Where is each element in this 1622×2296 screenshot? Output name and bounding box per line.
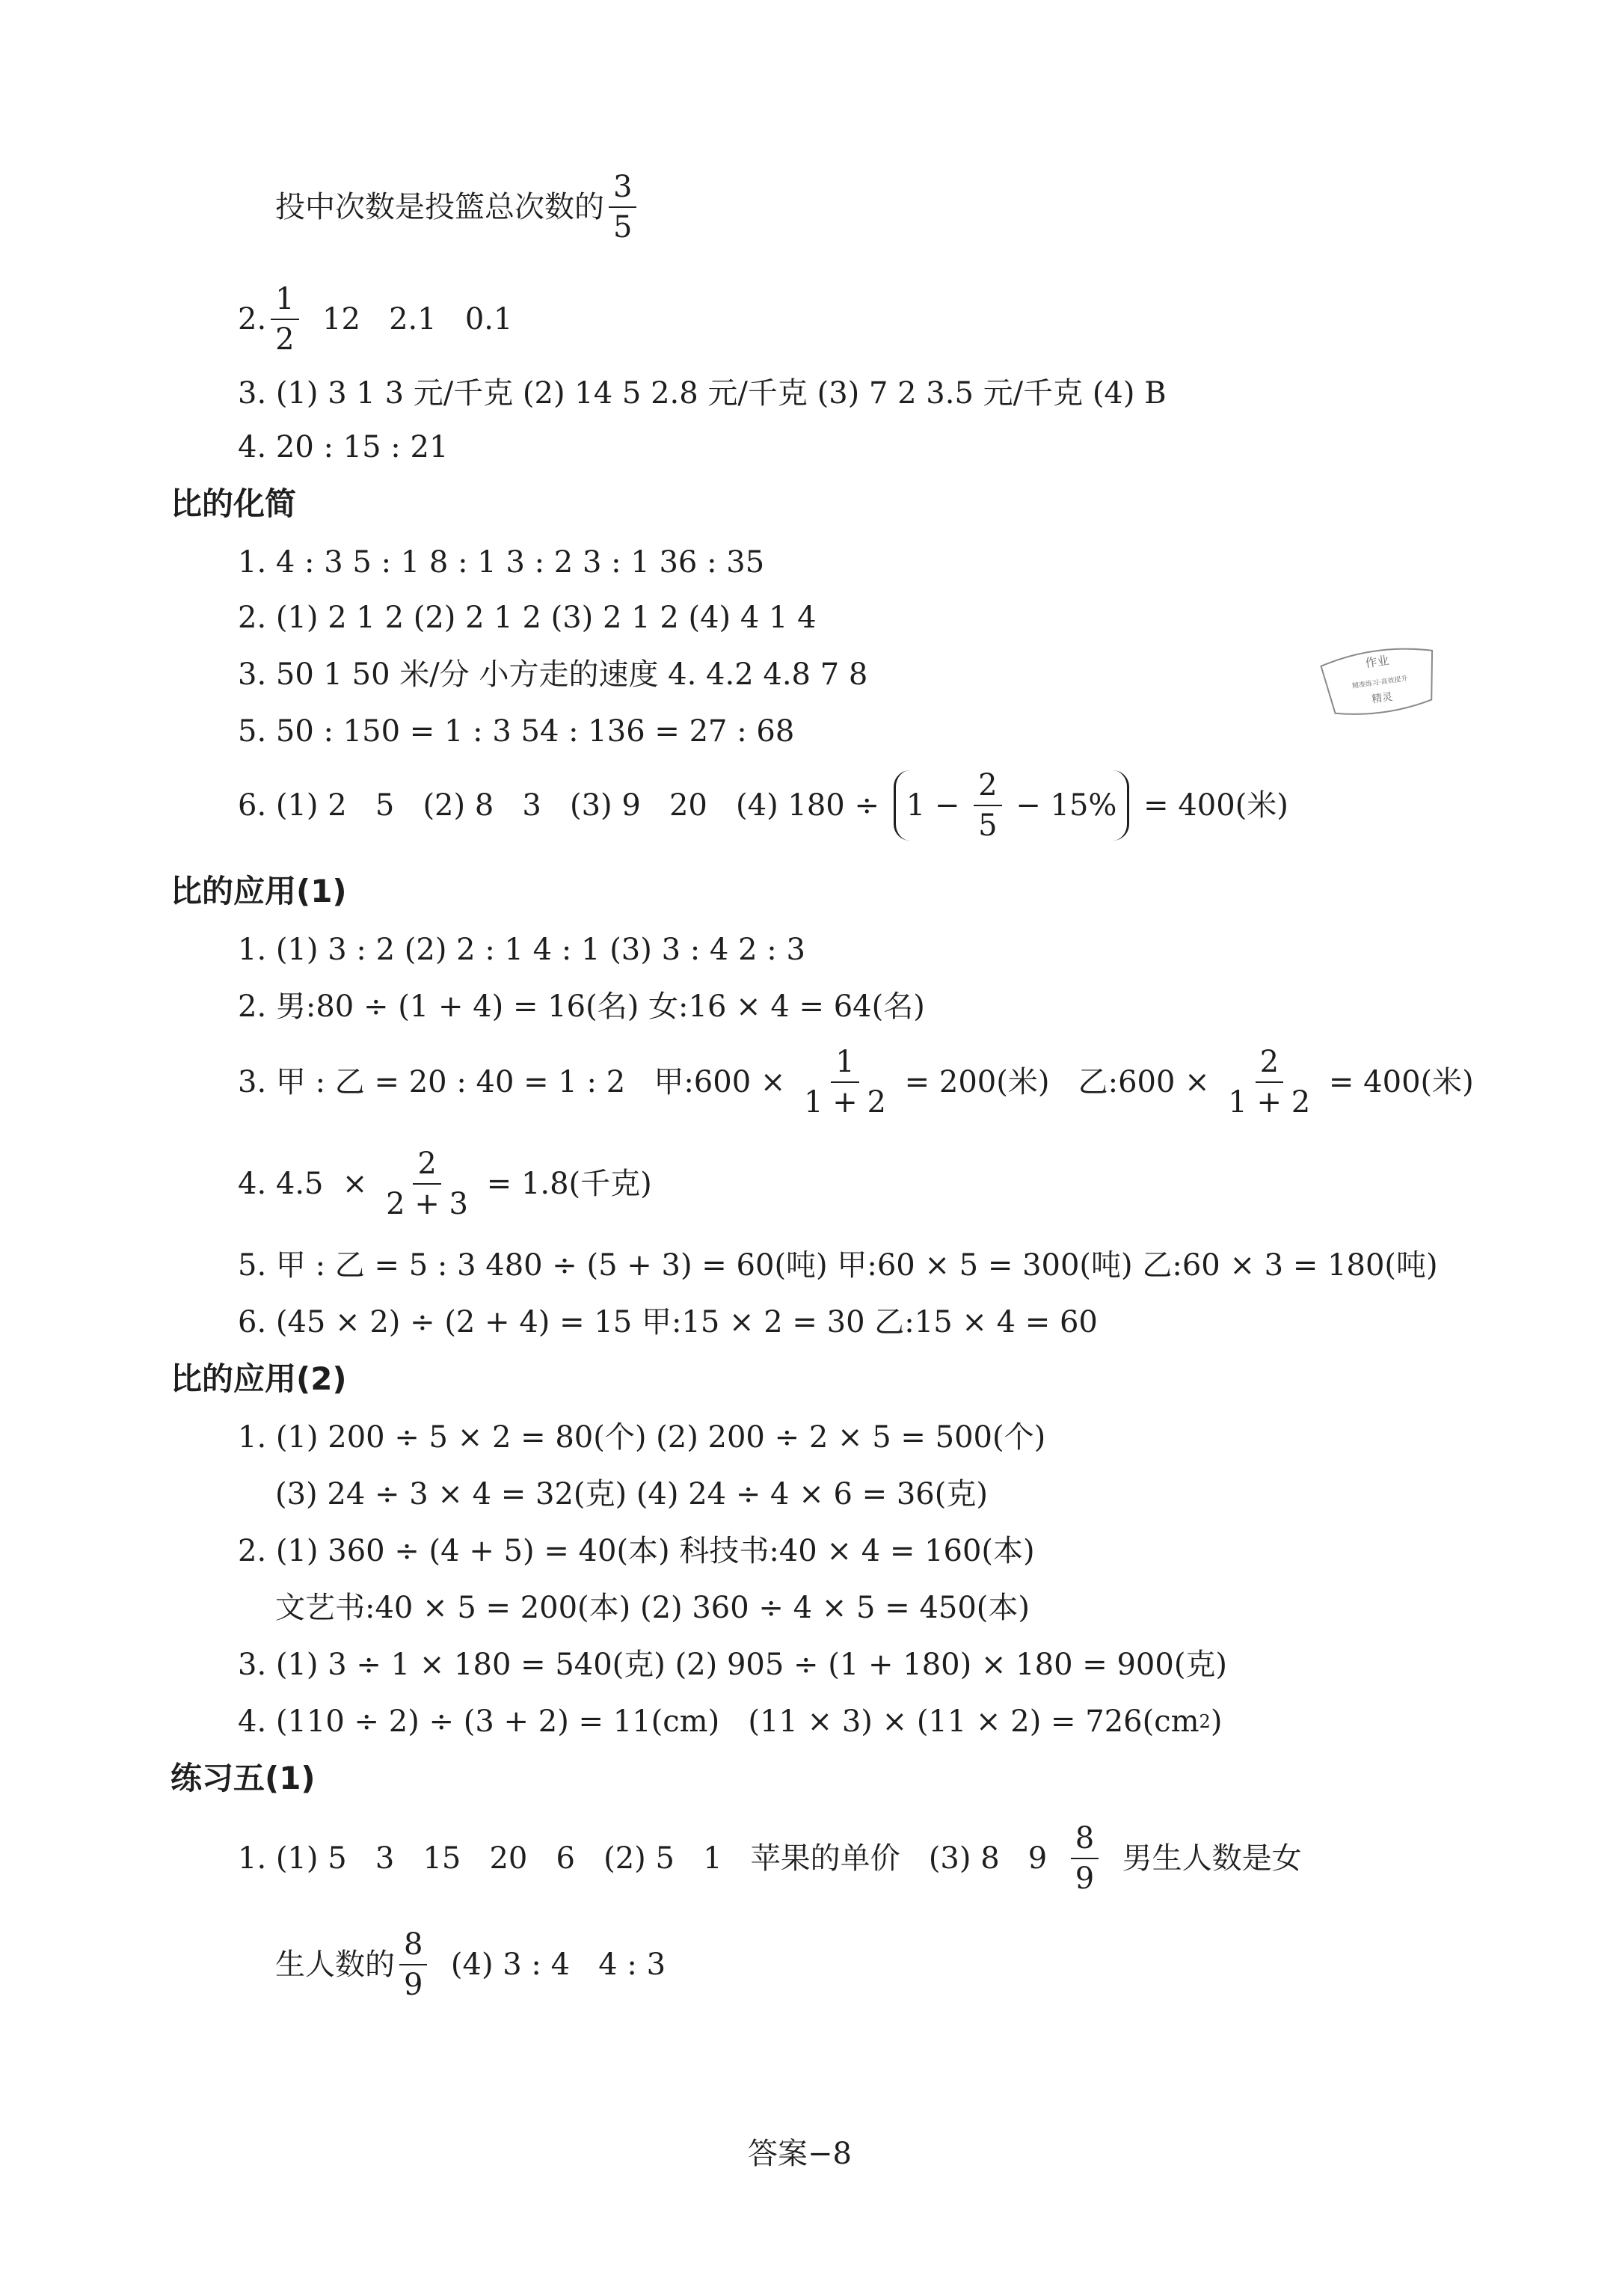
numerator: 1: [831, 1047, 858, 1083]
fraction: [1223, 1045, 1315, 1120]
fraction: [974, 770, 1001, 841]
answer-line-2: [238, 282, 513, 357]
answer-line-fraction: [275, 170, 641, 245]
denominator: 1 + 2: [804, 1085, 886, 1120]
fraction: [399, 1927, 427, 2002]
answer-text: 6. (1) 2 5 (2) 8 3 (3) 9 20 (4) 180 ÷: [238, 788, 889, 823]
stamp-text: 精灵: [1371, 690, 1394, 706]
answer-line-4: [238, 1702, 1222, 1741]
answer-line: 1. (1) 200 ÷ 5 × 2 = 80(个) (2) 200 ÷ 2 × 5 = 500(个): [238, 1420, 1046, 1455]
answer-line: (3) 24 ÷ 3 × 4 = 32(克) (4) 24 ÷ 4 × 6 = 36(克): [275, 1477, 988, 1511]
section-heading-simplify-ratio: 比的化简: [171, 485, 297, 522]
answer-line: 5. 50 : 150 = 1 : 3 54 : 136 = 27 : 68: [238, 714, 795, 749]
numerator: 2: [974, 770, 1001, 806]
answer-line-3: 3. (1) 3 1 3 元/千克 (2) 14 5 2.8 元/千克 (3) 7 2 3.5 元/千克 (4) B: [238, 376, 1167, 411]
stamp-text: 精准练习·高效提升: [1351, 675, 1409, 691]
denominator: 2 + 3: [386, 1187, 468, 1221]
answer-text: ): [1210, 1704, 1223, 1739]
numerator: 3: [609, 172, 636, 208]
stamp-text: 作业: [1364, 653, 1390, 671]
denominator: 9: [404, 1968, 423, 2002]
answer-line-1-cont: [275, 1927, 666, 2002]
answer-line-4: 4. 20 : 15 : 21: [238, 430, 449, 464]
answer-text: 男生人数是女: [1103, 1841, 1302, 1876]
fraction: [799, 1045, 891, 1120]
answer-line: 文艺书:40 × 5 = 200(本) (2) 360 ÷ 4 × 5 = 450(本): [275, 1591, 1030, 1625]
answer-text: 12 2.1 0.1: [303, 302, 513, 337]
fraction: [271, 282, 298, 357]
denominator: 1 + 2: [1228, 1085, 1311, 1120]
answer-text: (4) 3 : 4 4 : 3: [431, 1947, 666, 1982]
numerator: 8: [1071, 1823, 1099, 1859]
answer-line: 1. (1) 3 : 2 (2) 2 : 1 4 : 1 (3) 3 : 4 2 : 3: [238, 933, 805, 967]
answer-line-4: [238, 1149, 652, 1219]
answer-text: = 200(米) 乙:600 ×: [894, 1065, 1220, 1099]
answer-text: 4. 4.5 ×: [238, 1167, 378, 1201]
numerator: 2: [413, 1149, 440, 1185]
answer-text: 投中次数是投篮总次数的: [275, 190, 604, 224]
answer-line: 2. (1) 360 ÷ (4 + 5) = 40(本) 科技书:40 × 4 = 160(本): [238, 1534, 1035, 1568]
section-heading-ratio-application-2: 比的应用(2): [171, 1360, 347, 1397]
denominator: 2: [275, 322, 295, 357]
answer-line: 3. 50 1 50 米/分 小方走的速度 4. 4.2 4.8 7 8: [238, 657, 868, 692]
numerator: 2: [1256, 1047, 1283, 1083]
answer-line-6: [238, 770, 1288, 841]
answer-line: 2. 男:80 ÷ (1 + 4) = 16(名) 女:16 × 4 = 64(名): [238, 989, 925, 1024]
answer-line-1: [238, 1823, 1302, 1894]
bracket-expression: [894, 770, 1130, 841]
answer-line-3: [238, 1045, 1474, 1120]
answer-text: 2.: [238, 302, 267, 337]
denominator: 5: [613, 210, 633, 245]
fraction: [609, 170, 636, 245]
section-heading-ratio-application-1: 比的应用(1): [171, 873, 347, 909]
numerator: 8: [399, 1930, 427, 1965]
answer-line: 5. 甲 : 乙 = 5 : 3 480 ÷ (5 + 3) = 60(吨) 甲:60 × 5 = 300(吨) 乙:60 × 3 = 180(吨): [238, 1248, 1438, 1283]
answer-text: 4. (110 ÷ 2) ÷ (3 + 2) = 11(cm) (11 × 3) × (11 × 2) = 726(cm: [238, 1704, 1199, 1739]
fraction: [1071, 1823, 1099, 1894]
answer-text: 1. (1) 5 3 15 20 6 (2) 5 1 苹果的单价 (3) 8 9: [238, 1841, 1066, 1876]
answer-line: 6. (45 × 2) ÷ (2 + 4) = 15 甲:15 × 2 = 30 乙:15 × 4 = 60: [238, 1305, 1098, 1339]
answer-text: − 15%: [1006, 788, 1117, 823]
superscript: 2: [1199, 1711, 1211, 1732]
denominator: 9: [1075, 1861, 1095, 1896]
answer-text: = 400(米): [1319, 1065, 1474, 1099]
answer-line: 1. 4 : 3 5 : 1 8 : 1 3 : 2 3 : 1 36 : 35: [238, 545, 765, 580]
denominator: 5: [978, 808, 998, 843]
page-number: 答案−8: [748, 2137, 852, 2171]
answer-text: 3. 甲 : 乙 = 20 : 40 = 1 : 2 甲:600 ×: [238, 1065, 796, 1099]
answer-line: 2. (1) 2 1 2 (2) 2 1 2 (3) 2 1 2 (4) 4 1 4: [238, 601, 817, 635]
answer-text: = 400(米): [1134, 788, 1288, 823]
section-heading-exercise-5-1: 练习五(1): [171, 1760, 316, 1796]
answer-text: 1 −: [906, 788, 970, 823]
answer-text: = 1.8(千克): [477, 1167, 652, 1201]
fraction: [381, 1149, 473, 1219]
answer-line: 3. (1) 3 ÷ 1 × 180 = 540(克) (2) 905 ÷ (1 + 180) × 180 = 900(克): [238, 1648, 1228, 1682]
watermark-stamp: [1312, 635, 1448, 727]
answer-text: 生人数的: [275, 1947, 395, 1982]
numerator: 1: [271, 284, 298, 320]
